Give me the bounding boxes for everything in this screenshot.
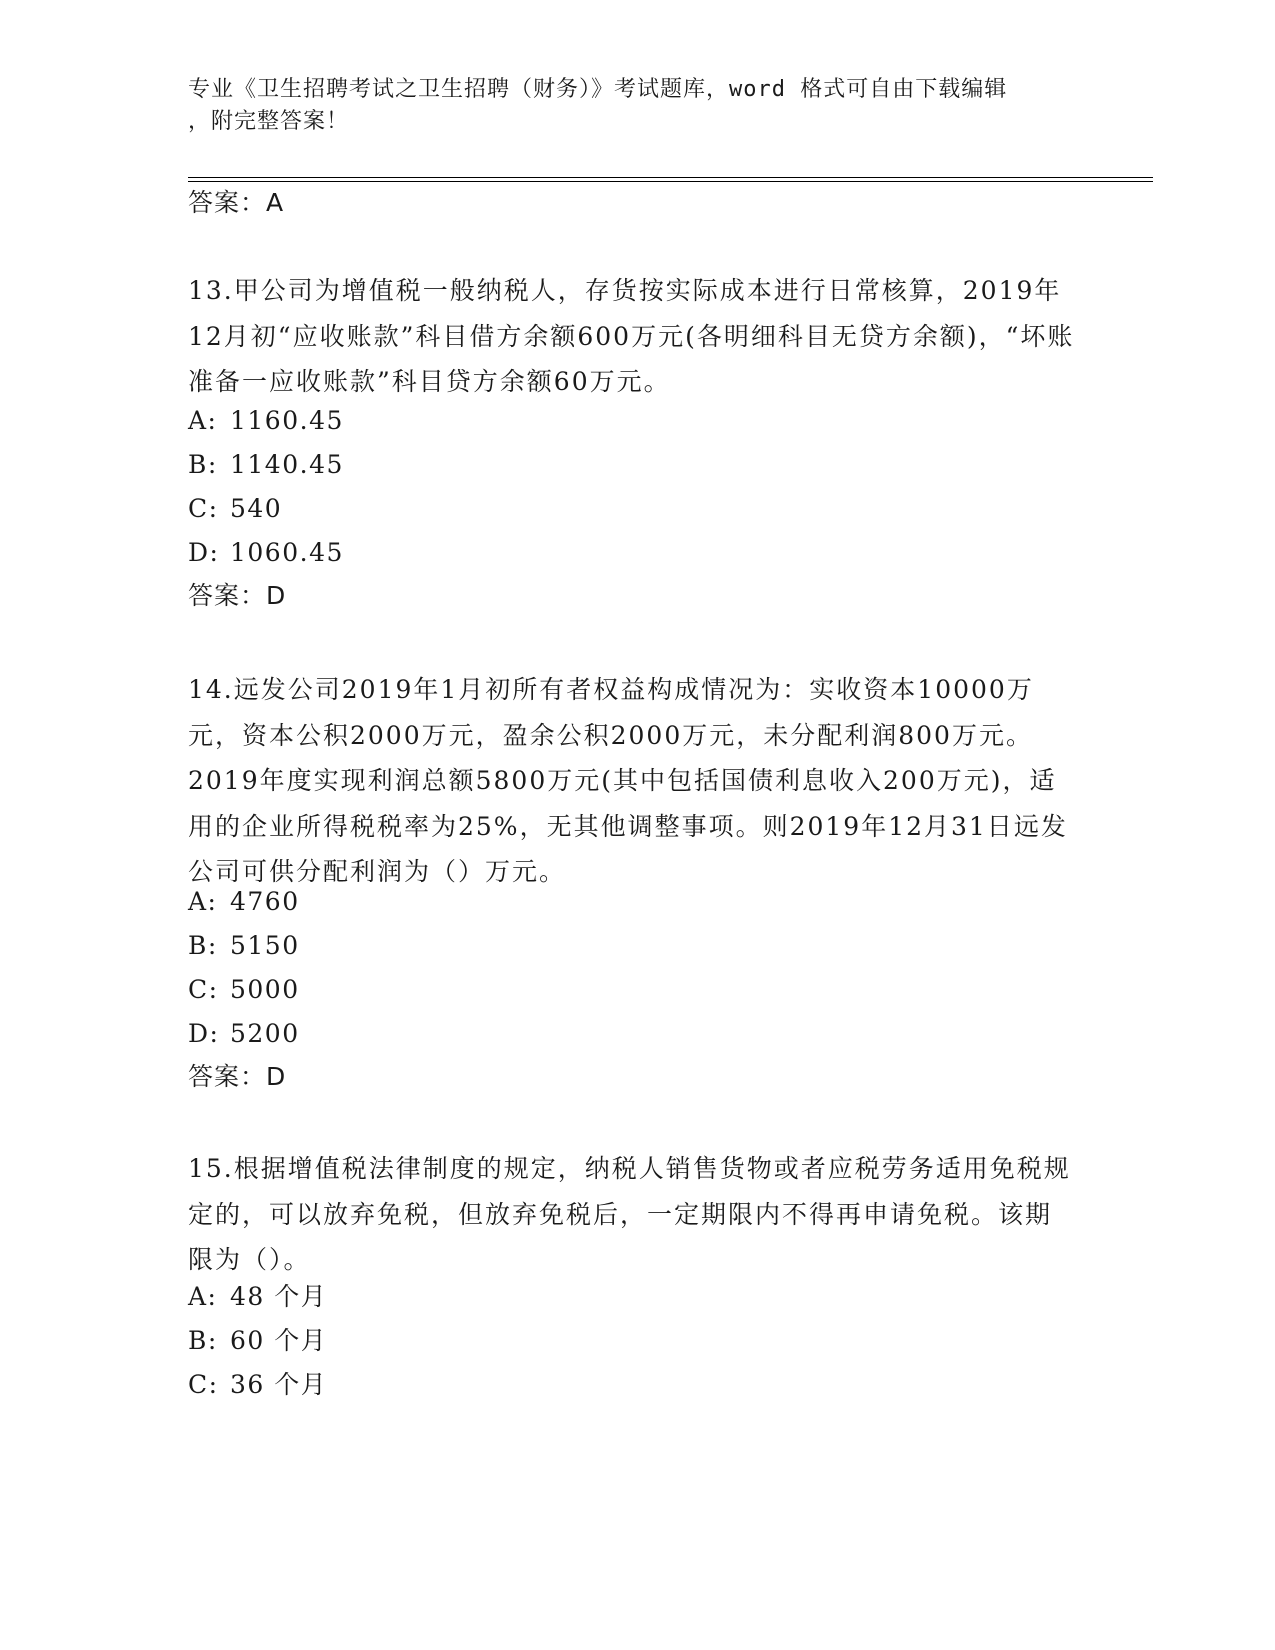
option-letter: C: [188,494,219,523]
question-14-option-d [188,1019,300,1049]
question-13-text: 13.甲公司为增值税一般纳税人，存货按实际成本进行日常核算，2019年12月初“应收账款”科目借方余额600万元(各明细科目无贷方余额)，“坏账准备一应收账款”科目贷方余额60万元。 [188,276,1075,396]
option-value: 60 个月 [230,1326,328,1355]
option-value: 1060.45 [230,538,344,567]
option-letter: D: [188,1019,220,1048]
option-letter: B: [188,931,218,960]
option-letter: B: [188,1326,218,1355]
question-14-option-b [188,931,300,961]
option-value: 4760 [230,887,300,916]
option-value: 5150 [230,931,300,960]
option-value: 1160.45 [230,406,344,435]
option-value: 48 个月 [230,1282,328,1311]
option-letter: A: [188,406,218,435]
question-15-option-a [188,1282,327,1312]
option-letter: D: [188,538,220,567]
question-14-option-a [188,887,300,917]
header-line-1: 专业《卫生招聘考试之卫生招聘（财务）》考试题库，word 格式可自由下载编辑 [188,77,1008,102]
option-value: 540 [230,494,283,523]
question-13-option-a [188,406,344,436]
option-letter: A: [188,1282,218,1311]
option-value: 5000 [230,975,300,1004]
header-divider-top [188,177,1153,178]
question-15-option-b [188,1326,327,1356]
document-header [188,74,1068,138]
question-14-option-c [188,975,300,1005]
previous-answer: 答案：A [188,188,285,217]
option-value: 1140.45 [230,450,344,479]
question-14-answer: 答案：D [188,1062,287,1091]
question-13-answer: 答案：D [188,581,287,610]
question-15-option-c [188,1370,327,1400]
question-13-option-d [188,538,344,568]
question-13-option-c [188,494,282,524]
question-14-text: 14.远发公司2019年1月初所有者权益构成情况为：实收资本10000万元，资本公积2000万元，盈余公积2000万元，未分配利润800万元。2019年度实现利润总额5800万元(其中包括国债利息收入200万元)，适用的企业所得税税率为25%，无其他调整事项。则2019年12月31日远发公司可供分配利润为（）万元。 [188,675,1068,886]
option-value: 5200 [230,1019,300,1048]
option-letter: A: [188,887,218,916]
option-letter: B: [188,450,218,479]
option-letter: C: [188,975,219,1004]
option-value: 36 个月 [230,1370,328,1399]
question-13-option-b [188,450,344,480]
question-15-text: 15.根据增值税法律制度的规定，纳税人销售货物或者应税劳务适用免税规定的，可以放弃免税，但放弃免税后，一定期限内不得再申请免税。该期限为（）。 [188,1154,1071,1274]
header-divider-bottom [188,181,1153,182]
header-line-2: ，附完整答案！ [188,109,350,134]
option-letter: C: [188,1370,219,1399]
